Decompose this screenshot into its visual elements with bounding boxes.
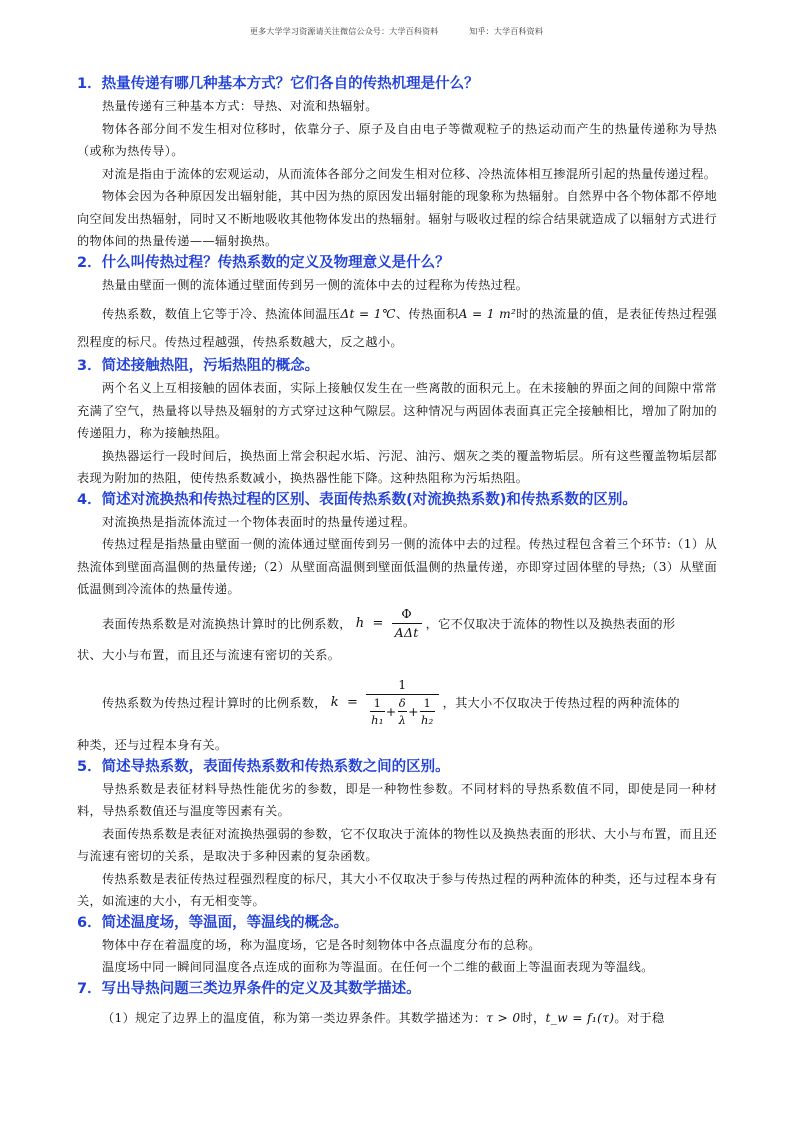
q7-p1-text-a: （1）规定了边界上的温度值，称为第一类边界条件。其数学描述为： bbox=[102, 1010, 487, 1025]
q4-p3-text-a: 表面传热系数是对流换热计算时的比例系数， bbox=[102, 616, 352, 631]
k-term-2-num: δ bbox=[398, 696, 406, 710]
q7-boundary-math: t_w = f₁(τ) bbox=[545, 1010, 615, 1025]
q7-p1-text-b: 时， bbox=[520, 1010, 546, 1025]
q2-paragraph-1: 热量由壁面一侧的流体通过壁面传到另一侧的流体中去的过程称为传热过程。 bbox=[102, 277, 529, 292]
q2-area-math: A = 1 m² bbox=[458, 307, 517, 321]
h-fraction-denominator: AΔt bbox=[392, 623, 422, 642]
k-fraction-numerator: 1 bbox=[398, 677, 407, 692]
q6-paragraph-1: 物体中存在着温度的场，称为温度场，它是各时刻物体中各点温度分布的总称。 bbox=[102, 937, 541, 952]
question-5-title: 5．简述导热系数，表面传热系数和传热系数之间的区别。 bbox=[77, 758, 450, 775]
q7-paragraph-1 bbox=[77, 1004, 717, 1032]
q4-paragraph-2: 传热过程是指热量由壁面一侧的流体通过壁面传到另一侧的流体中去的过程。传热过程包含着三个环节:（1）从热流体到壁面高温侧的热量传递;（2）从壁面高温侧到壁面低温侧的热量传递，亦即穿过固体壁的导热;（3）从壁面低温侧到冷流体的热量传递。 bbox=[77, 537, 717, 596]
k-equation-lhs: k bbox=[330, 694, 339, 710]
k-term-3-num: 1 bbox=[423, 696, 432, 710]
k-term-2-den: λ bbox=[398, 713, 407, 727]
q7-tau-condition-math: τ > 0 bbox=[486, 1010, 521, 1025]
q4-paragraph-1: 对流换热是指流体流过一个物体表面时的热量传递过程。 bbox=[102, 514, 416, 529]
q5-paragraph-2: 表面传热系数是表征对流换热强弱的参数，它不仅取决于流体的物性以及换热表面的形状、大小与布置，而且还与流速有密切的关系，是取决于多种因素的复杂函数。 bbox=[77, 826, 717, 863]
k-term-3 bbox=[420, 695, 435, 728]
q1-paragraph-4: 物体会因为各种原因发出辐射能，其中因为热的原因发出辐射能的现象称为热辐射。自然界中各个物体都不停地向空间发出热辐射，同时又不断地吸收其他物体发出的热辐射。辐射与吸收过程的综合结果就造成了以辐射方式进行的物体间的热量传递——辐射换热。 bbox=[77, 189, 717, 248]
question-3-title: 3．简述接触热阻，污垢热阻的概念。 bbox=[77, 358, 320, 374]
k-term-2 bbox=[398, 695, 408, 728]
q4-p4-text-a: 传热系数为传热过程计算时的比例系数， bbox=[102, 695, 327, 710]
q2-p2-text-b: 、传热面积 bbox=[395, 307, 459, 321]
k-term-1 bbox=[370, 695, 385, 728]
header-left-text: 更多大学学习资源请关注微信公众号：大学百科资料 bbox=[249, 27, 439, 36]
q4-p4-text-b: ，其大小不仅取决于传热过程的两种流体的 bbox=[442, 695, 680, 710]
q7-p1-text-c: 。对于稳 bbox=[614, 1010, 665, 1025]
q2-paragraph-2 bbox=[77, 300, 717, 356]
q2-p2-text-c: 时的热流量的值，是表征传热过程强烈程度的标尺。传热过程越强，传热系数越大，反之越小。 bbox=[77, 307, 717, 349]
q4-paragraph-4-line: 传热系数为传热过程计算时的比例系数， k = 1 $\frac{1}{\text{h₁}}$ + $\frac{\delta}{\lambda}$ + $\frac{1}{\text{h₂}}$ ，其大小不仅取决于传热过程的两种流体的 bbox=[102, 677, 680, 727]
k-term-3-den: h₂ bbox=[420, 713, 434, 727]
question-2-title: 2．什么叫传热过程？传热系数的定义及物理意义是什么？ bbox=[77, 254, 450, 271]
document-body bbox=[77, 74, 717, 1032]
question-7-title: 7．写出导热问题三类边界条件的定义及其数学描述。 bbox=[77, 980, 421, 997]
q5-paragraph-3: 传热系数是表征传热过程强烈程度的标尺，其大小不仅取决于参与传热过程的两种流体的种类，还与过程本身有关，如流速的大小，有无相变等。 bbox=[77, 871, 717, 908]
q3-paragraph-2: 换热器运行一段时间后，换热面上常会积起水垢、污泥、油污、烟灰之类的覆盖物垢层。所有这些覆盖物垢层都表现为附加的热阻，使传热系数减小，换热器性能下降。这种热阻称为污垢热阻。 bbox=[77, 448, 717, 485]
k-term-1-num: 1 bbox=[373, 696, 382, 710]
q5-paragraph-1: 导热系数是表征材料导热性能优劣的参数，即是一种物性参数。不同材料的导热系数值不同，即使是同一种材料，导热系数值还与温度等因素有关。 bbox=[77, 781, 717, 818]
h-equation-lhs: h bbox=[355, 615, 365, 631]
q4-paragraph-3-line: 表面传热系数是对流换热计算时的比例系数， h = $\frac{\Phi}{\text{AΔt}}$ ，它不仅取决于流体的物性以及换热表面的形 bbox=[102, 605, 676, 640]
q2-p2-text-a: 传热系数，数值上它等于冷、热流体间温压 bbox=[102, 307, 341, 321]
q2-delta-t-math: Δt = 1℃ bbox=[340, 307, 396, 321]
header-right-text: 知乎：大学百科资料 bbox=[469, 27, 544, 36]
k-term-1-den: h₁ bbox=[371, 713, 384, 727]
k-fraction-denominator: $\frac{1}{\text{h₁}}$ + $\frac{\delta}{\lambda}$ + $\frac{1}{\text{h₂}}$ bbox=[366, 694, 438, 728]
q1-paragraph-1: 热量传递有三种基本方式：导热、对流和热辐射。 bbox=[102, 99, 378, 113]
q3-paragraph-1: 两个名义上互相接触的固体表面，实际上接触仅发生在一些离散的面积元上。在未接触的界面之间的间隙中常常充满了空气，热量将以导热及辐射的方式穿过这种气隙层。这种情况与两固体表面真正完全接触相比，增加了附加的传递阻力，称为接触热阻。 bbox=[77, 381, 717, 440]
q6-paragraph-2: 温度场中同一瞬间同温度各点连成的面称为等温面。在任何一个二维的截面上等温面表现为等温线。 bbox=[102, 960, 654, 974]
question-1-title: 1．热量传递有哪几种基本方式？它们各自的传热机理是什么？ bbox=[77, 76, 479, 92]
q1-paragraph-2: 物体各部分间不发生相对位移时，依靠分子、原子及自由电子等微观粒子的热运动而产生的热量传递称为导热（或称为热传导）。 bbox=[77, 121, 717, 158]
q4-paragraph-3-cont: 状、大小与布置，而且还与流速有密切的关系。 bbox=[77, 647, 341, 662]
question-4-title: 4．简述对流换热和传热过程的区别、表面传热系数(对流换热系数)和传热系数的区别。 bbox=[77, 491, 637, 508]
k-equation-fraction bbox=[366, 676, 438, 728]
q4-paragraph-4-cont: 种类，还与过程本身有关。 bbox=[77, 738, 228, 752]
q1-paragraph-3: 对流是指由于流体的宏观运动，从而流体各部分之间发生相对位移、冷热流体相互掺混所引起的热量传递过程。 bbox=[102, 166, 717, 181]
h-equation-fraction bbox=[392, 605, 422, 642]
page-header bbox=[0, 26, 793, 37]
q4-p3-text-b-first: ，它不仅取决于流体的物性以及换热表面的形 bbox=[425, 616, 676, 631]
h-fraction-numerator: Φ bbox=[401, 605, 412, 621]
question-6-title: 6．简述温度场，等温面，等温线的概念。 bbox=[77, 914, 349, 931]
